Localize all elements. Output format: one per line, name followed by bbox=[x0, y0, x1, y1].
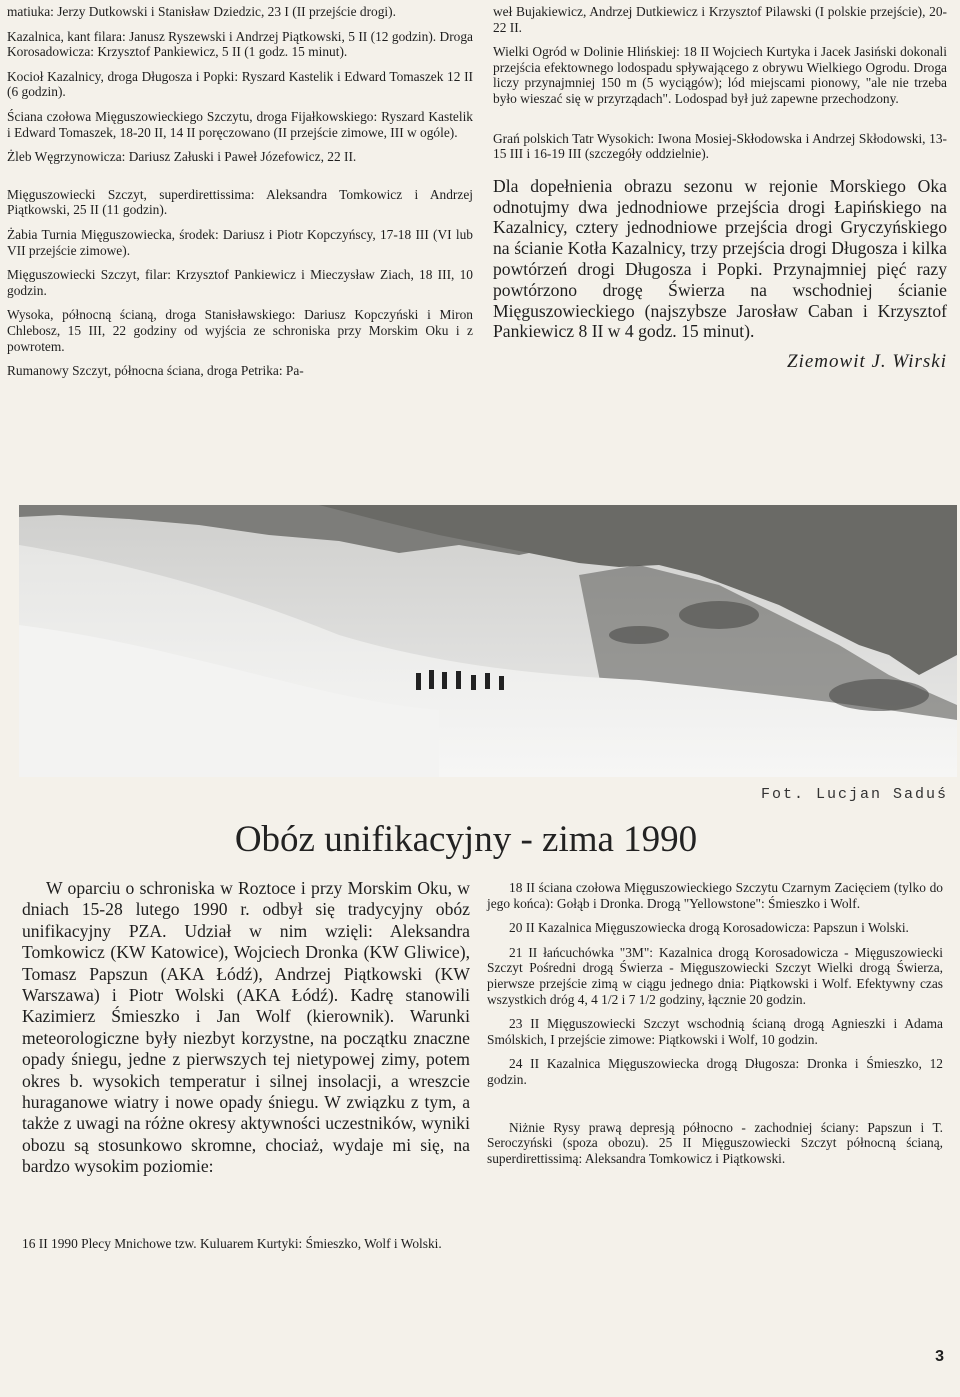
top-left-column bbox=[7, 4, 473, 388]
paragraph-wielki-ogrod: Wielki Ogród w Dolinie Hlińskiej: 18 II Wojciech Kurtyka i Jacek Jasiński dokonali przejścia efektownego lodospadu spływającego z obrywu Wielkiego Ogrodu. Droga liczy przynajmniej 150 m (5 wyciągów); lód miejscami pionowy, "ale nie trzeba było wieszać się w przyrządach". Lodospad był już zapewne przechodzony. bbox=[493, 44, 947, 106]
mountain-photo bbox=[19, 505, 957, 777]
entry-16-ii: 16 II 1990 Plecy Mnichowe tzw. Kuluarem Kurtyki: Śmieszko, Wolf i Wolski. bbox=[22, 1235, 442, 1251]
season-summary: Dla dopełnienia obrazu sezonu w rejonie Morskiego Oka odnotujmy dwa jednodniowe przejścia drogi Łapińskiego na Kazalnicy, cztery jednodniowe przejścia drogi Gryczyńskiego na ścianie Kotła Kazalnicy, trzy przejścia drogi Długosza i kilka powtórzeń drogi Długosza i Popki. Przynajmniej pięć razy powtórzono drogę Świerza na wschodniej ścianie Mięguszowieckiego (najszybsze Jarosław Caban i Krzysztof Pankiewicz 8 II w 4 godz. 15 minut). bbox=[493, 175, 947, 342]
entry-21-ii: 21 II łańcuchówka "3M": Kazalnica drogą Korosadowicza - Mięguszowiecki Szczyt Pośredni drogą Świerza - Mięguszowiecki Szczyt Wielki drogą Świerza, pierwsze przejście zimą w ciągu jednego dnia: Piątkowski i Wolf. Efektywny czas wszystkich dróg 4, 4 1/2 i 7 1/2 godziny, łącznie 20 godzin. bbox=[487, 944, 943, 1007]
paragraph-sciana-czolowa: Ściana czołowa Mięguszowieckiego Szczytu, droga Fijałkowskiego: Ryszard Kastelik i Edward Tomaszek, 18-20 II, 14 II poręczowano (II przejście zimowe, III w ogóle). bbox=[7, 108, 473, 140]
paragraph-zleb: Żleb Węgrzynowicza: Dariusz Załuski i Paweł Józefowicz, 22 II. bbox=[7, 149, 357, 165]
paragraph-kazalnica: Kazalnica, kant filara: Janusz Ryszewski i Andrzej Piątkowski, 5 II (12 godzin). Droga Korosadowicza: Krzysztof Pankiewicz, 5 II (1 godz. 15 minut). bbox=[7, 28, 473, 60]
paragraph-zabia-turnia: Żabia Turnia Mięguszowiecka, środek: Dariusz i Piotr Kopczyńscy, 17-18 III (VI lub VII przejście zimowe). bbox=[7, 226, 473, 258]
entry-nizne-rysy: Niżnie Rysy prawą depresją północno - zachodniej ściany: Papszun i T. Seroczyński (spoza obozu). 25 II Mięguszowiecki Szczyt północną ścianą, superdirettissimą: Aleksandra Tomkowicz i Piątkowski. bbox=[487, 1119, 943, 1166]
photo-credit: Fot. Lucjan Saduś bbox=[760, 786, 948, 803]
paragraph-gran: Grań polskich Tatr Wysokich: Iwona Mosiej-Skłodowska i Andrzej Skłodowski, 13-15 III i 16-19 III (szczegóły oddzielnie). bbox=[493, 130, 947, 162]
paragraph-rumanowy: Rumanowy Szczyt, północna ściana, droga Petrika: Pa- bbox=[7, 363, 304, 379]
article-title: Obóz unifikacyjny - zima 1990 bbox=[234, 819, 698, 860]
paragraph-continuation: matiuka: Jerzy Dutkowski i Stanisław Dziedzic, 23 I (II przejście drogi). bbox=[7, 4, 396, 19]
paragraph-filar: Mięguszowiecki Szczyt, filar: Krzysztof Pankiewicz i Mieczysław Ziach, 18 III, 10 godzin. bbox=[7, 267, 473, 298]
bottom-left-column bbox=[22, 878, 470, 1260]
paragraph-superdirettissima: Mięguszowiecki Szczyt, superdirettissima: Aleksandra Tomkowicz i Andrzej Piątkowski, 25 II (11 godzin). bbox=[7, 186, 473, 218]
paragraph-wysoka: Wysoka, północną ścianą, droga Stanisławskiego: Dariusz Kopczyński i Miron Chlebosz, 15 III, 22 godziny od wyjścia ze schroniska przy Morskim Oku i z powrotem. bbox=[7, 307, 473, 354]
entry-24-ii: 24 II Kazalnica Mięguszowiecka drogą Długosza: Dronka i Śmieszko, 12 godzin. bbox=[487, 1056, 943, 1087]
author-signature: Ziemowit J. Wirski bbox=[787, 351, 947, 373]
paragraph-continuation-right: weł Bujakiewicz, Andrzej Dutkiewicz i Krzysztof Pilawski (I polskie przejście), 20-22 II. bbox=[493, 4, 947, 35]
bottom-right-column bbox=[487, 880, 943, 1175]
entry-18-ii: 18 II ściana czołowa Mięguszowieckiego Szczytu Czarnym Zacięciem (tylko do jego końca): Gołąb i Dronka. Drogą "Yellowstone": Śmieszko i Wolf. bbox=[487, 880, 943, 911]
entry-23-ii: 23 II Mięguszowiecki Szczyt wschodnią ścianą drogą Agnieszki i Adama Smólskich, I przejście zimowe: Piątkowski i Wolf, 10 godzin. bbox=[487, 1016, 943, 1047]
paragraph-kociol: Kocioł Kazalnicy, droga Długosza i Popki: Ryszard Kastelik i Edward Tomaszek 12 II (6 godzin). bbox=[7, 68, 473, 100]
page-number: 3 bbox=[935, 1348, 944, 1365]
entry-20-ii: 20 II Kazalnica Mięguszowiecka drogą Korosadowicza: Papszun i Wolski. bbox=[509, 920, 909, 936]
top-right-column bbox=[493, 4, 947, 373]
article-intro: W oparciu o schroniska w Roztoce i przy Morskim Oku, w dniach 15-28 lutego 1990 r. odbył się tradycyjny obóz unifikacyjny PZA. Udział w nim wzięli: Aleksandra Tomkowicz (KW Katowice), Wojciech Dronka (KW Gliwice), Tomasz Papszun (AKA Łódź), Andrzej Piątkowski (KW Warszawa) i Piotr Wolski (AKA Łódź). Kadrę stanowili Kazimierz Śmieszko i Jan Wolf (kierownik). Warunki meteorologiczne były niezbyt korzystne, na początku znaczne opady śniegu, jedne z pierwszych tej nietypowej zimy, potem okres b. wysokich temperatur i silnej insolacji, a wreszcie huraganowe wiatry i nowe opady śniegu. W związku z tym, a także z uwagi na różne okresy aktywności uczestników, wyniki obozu są stosunkowo skromne, chociaż, wydaje mi się, na bardzo wysokim poziomie: bbox=[22, 878, 470, 1177]
